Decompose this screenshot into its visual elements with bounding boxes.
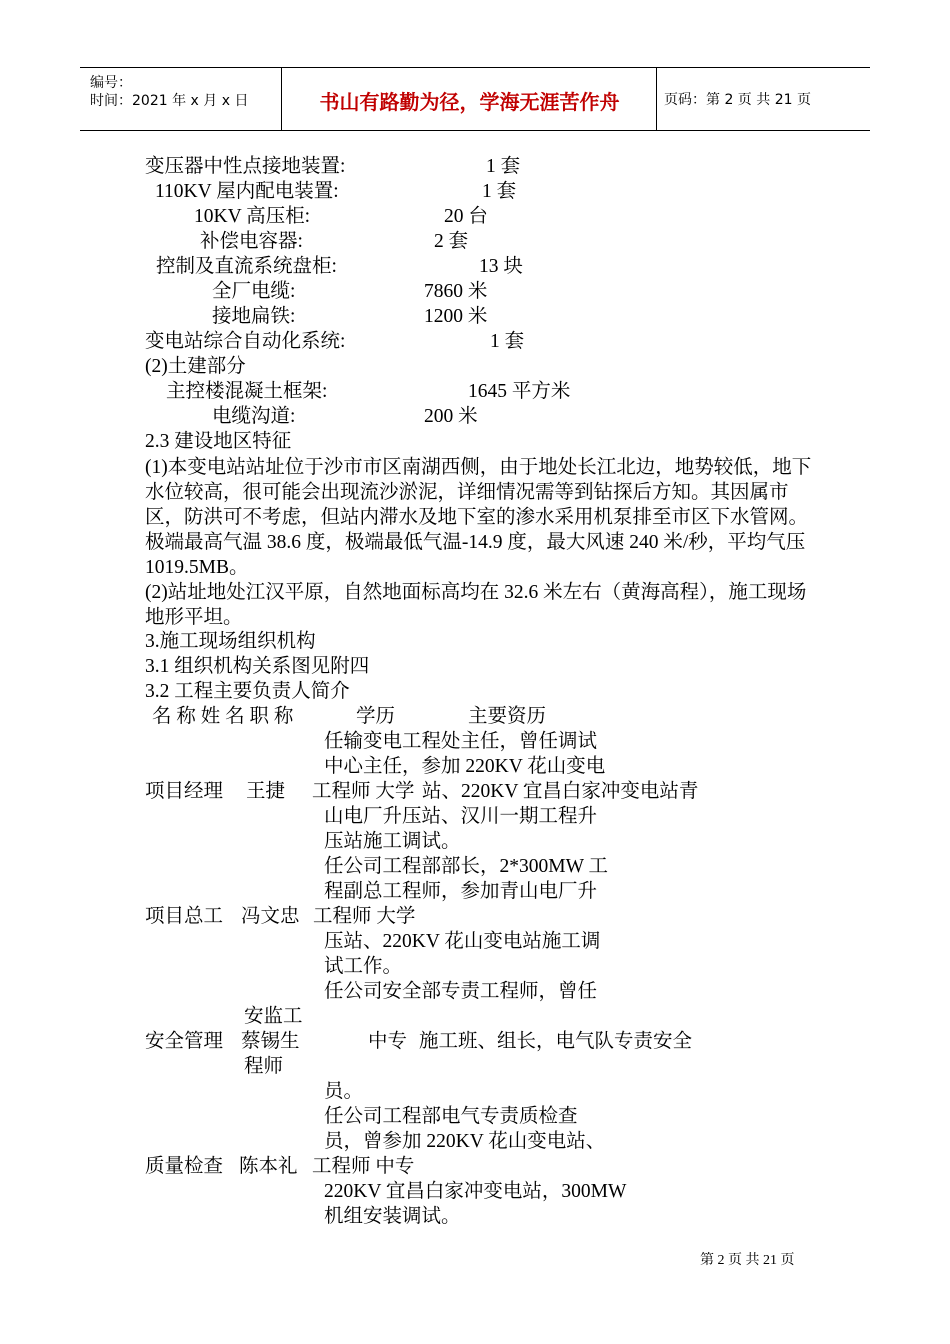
civil-item-name: 电缆沟道: <box>212 406 296 427</box>
equipment-qty: 7860 米 <box>424 281 488 302</box>
equipment-name: 变电站综合自动化系统: <box>145 331 346 352</box>
equipment-qty: 20 台 <box>444 206 488 227</box>
chief-role: 项目总工 <box>145 906 224 927</box>
equipment-qty: 1200 米 <box>424 306 488 327</box>
doc-number-label: 编号： <box>90 75 132 91</box>
safety-role: 安全管理 <box>145 1031 224 1052</box>
equipment-name: 全厂电缆: <box>212 281 296 302</box>
safety-title-bottom: 程师 <box>244 1056 284 1077</box>
civil-item-qty: 1645 平方米 <box>468 381 571 402</box>
safety-title-top: 安监工 <box>244 1006 303 1027</box>
pm-role: 项目经理 <box>145 781 224 802</box>
time-label: 时间：2021 年 x 月 x 日 <box>90 93 249 109</box>
civil-heading: (2)土建部分 <box>145 356 246 377</box>
pm-experience-line: 中心主任，参加 220KV 花山变电 <box>324 756 606 777</box>
header-motto: 书山有路勤为径，学海无涯苦作舟 <box>319 90 620 114</box>
chief-experience-line: 程副总工程师，参加青山电厂升 <box>324 881 598 902</box>
equipment-qty: 13 块 <box>479 256 523 277</box>
chief-experience-line: 任公司工程部部长，2*300MW 工 <box>324 856 609 877</box>
chief-experience-line: 试工作。 <box>324 956 403 977</box>
pm-experience-line: 山电厂升压站、汉川一期工程升 <box>324 806 598 827</box>
equipment-qty: 1 套 <box>490 331 525 352</box>
section-heading: 2.3 建设地区特征 <box>145 431 292 452</box>
quality-role: 质量检查 <box>145 1156 224 1177</box>
header-page-info: 页码：第 2 页 共 21 页 <box>664 92 811 108</box>
safety-experience-line: 员。 <box>324 1081 364 1102</box>
header-divider <box>656 68 657 130</box>
equipment-name: 10KV 高压柜: <box>194 206 311 227</box>
equipment-name: 控制及直流系统盘柜: <box>156 256 337 277</box>
site-paragraph-1: (1)本变电站站址位于沙市市区南湖西侧，由于地处长江北边，地势较低，地下水位较高，很可能会出现流沙淤泥，详细情况需等到钻探后方知。其因属市区，防洪可不考虑，但站内滞水及地下室的渗水采用机泵排至市区下水管网。极端最高气温 38.6 度，极端最低气温-14.9 度，最大风速 240 米/秒，平均气压 1019.5MB。 <box>145 457 812 578</box>
table-header-experience: 主要资历 <box>468 706 547 727</box>
equipment-name: 接地扁铁: <box>212 306 296 327</box>
pm-name: 王捷 <box>246 781 286 802</box>
safety-experience-line: 任公司安全部专责工程师，曾任 <box>324 981 598 1002</box>
safety-education: 中专 <box>368 1031 408 1052</box>
chief-name: 冯文忠 <box>241 906 300 927</box>
section-heading: 3.2 工程主要负责人简介 <box>145 681 350 702</box>
safety-experience-line: 施工班、组长，电气队专责安全 <box>419 1031 693 1052</box>
page-footer: 第 2 页 共 21 页 <box>700 1253 795 1268</box>
equipment-qty: 2 套 <box>434 231 469 252</box>
equipment-name: 变压器中性点接地装置: <box>145 156 346 177</box>
quality-experience-line: 机组安装调试。 <box>324 1206 461 1227</box>
civil-item-qty: 200 米 <box>424 406 478 427</box>
chief-experience-line: 压站、220KV 花山变电站施工调 <box>324 931 601 952</box>
quality-experience-line: 任公司工程部电气专责质检查 <box>324 1106 578 1127</box>
safety-name: 蔡锡生 <box>241 1031 300 1052</box>
civil-item-name: 主控楼混凝土框架: <box>166 381 328 402</box>
header-divider <box>281 68 282 130</box>
chief-title-education: 工程师 大学 <box>313 906 416 927</box>
pm-experience-line: 压站施工调试。 <box>324 831 461 852</box>
section-heading: 3.1 组织机构关系图见附四 <box>145 656 370 677</box>
quality-experience-line: 220KV 宜昌白家冲变电站，300MW <box>324 1181 627 1202</box>
section-heading: 3.施工现场组织机构 <box>145 631 316 652</box>
site-paragraph-2: (2)站址地处江汉平原，自然地面标高均在 32.6 米左右（黄海高程），施工现场地形平坦。 <box>145 582 807 628</box>
pm-experience-line: 任输变电工程处主任，曾任调试 <box>324 731 598 752</box>
quality-name: 陈本礼 <box>239 1156 298 1177</box>
equipment-qty: 1 套 <box>482 181 517 202</box>
table-header-name-title: 名 称 姓 名 职 称 <box>152 706 294 727</box>
equipment-qty: 1 套 <box>486 156 521 177</box>
quality-experience-line: 员，曾参加 220KV 花山变电站、 <box>324 1131 606 1152</box>
pm-title-education: 工程师 大学 <box>312 781 415 802</box>
quality-title-education: 工程师 中专 <box>312 1156 415 1177</box>
equipment-name: 110KV 屋内配电装置: <box>155 181 339 202</box>
pm-experience-line: 站、220KV 宜昌白家冲变电站青 <box>422 781 699 802</box>
page-header <box>80 67 870 131</box>
table-header-education: 学历 <box>356 706 396 727</box>
equipment-name: 补偿电容器: <box>200 231 303 252</box>
